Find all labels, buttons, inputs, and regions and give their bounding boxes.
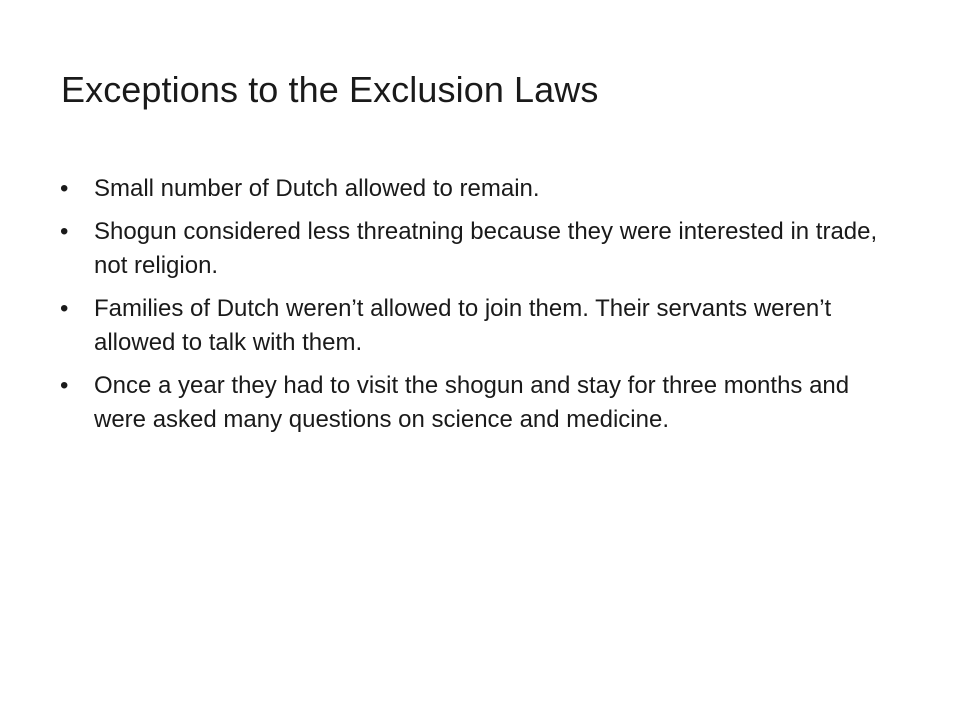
bullet-text: Families of Dutch weren’t allowed to join them. Their servants weren’t allowed to talk with them. xyxy=(94,295,832,356)
slide-title: Exceptions to the Exclusion Laws xyxy=(61,69,599,110)
bullet-text: Once a year they had to visit the shogun and stay for three months and were asked many questions on science and medicine. xyxy=(94,372,850,433)
bullet-item xyxy=(60,215,880,283)
bullet-list xyxy=(60,172,880,446)
bullet-item xyxy=(60,369,880,437)
bullet-icon: • xyxy=(60,175,69,202)
bullet-text: Small number of Dutch allowed to remain. xyxy=(94,175,540,202)
bullet-text: Shogun considered less threatning because they were interested in trade, not religion. xyxy=(94,218,878,279)
bullet-icon: • xyxy=(60,295,69,322)
bullet-item xyxy=(60,292,880,360)
bullet-icon: • xyxy=(60,372,69,399)
bullet-item xyxy=(60,172,880,206)
bullet-icon: • xyxy=(60,218,69,245)
